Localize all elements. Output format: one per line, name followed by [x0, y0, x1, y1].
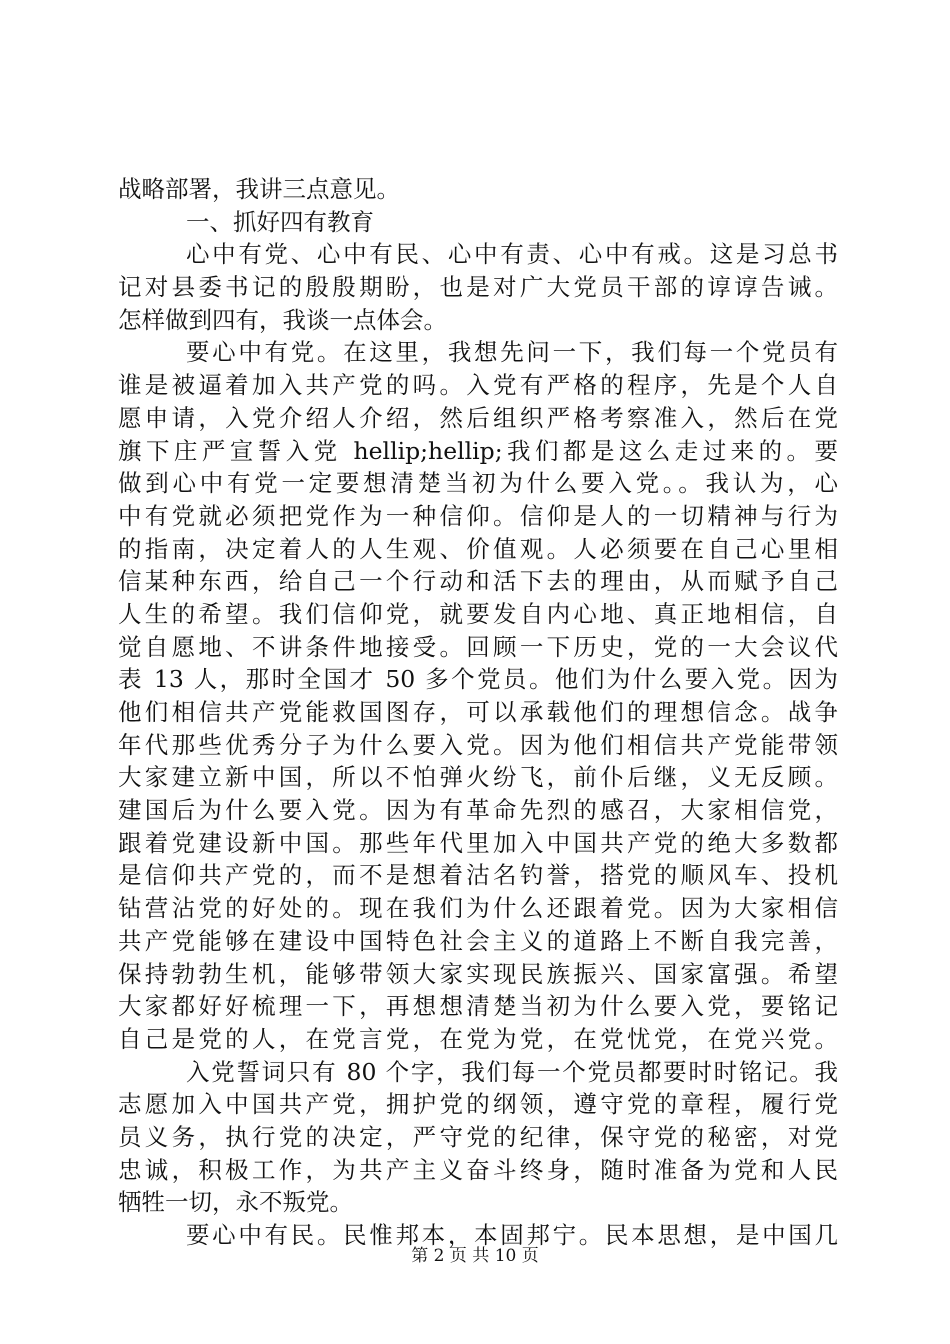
text-line: 钻营沾党的好处的。现在我们为什么还跟着党。因为大家相信 — [118, 894, 838, 923]
text-line: 要心中有民。民惟邦本，本固邦宁。民本思想，是中国几 — [186, 1221, 838, 1249]
text-line: 信某种东西，给自己一个行动和活下去的理由，从而赋予自己 — [118, 567, 838, 596]
text-line: 表 13 人，那时全国才 50 多个党员。他们为什么要入党。因为 — [118, 665, 838, 694]
text-line: 保持勃勃生机，能够带领大家实现民族振兴、国家富强。希望 — [118, 959, 838, 988]
text-line: 是信仰共产党的，而不是想着沽名钓誉，搭党的顺风车、投机 — [118, 861, 838, 890]
text-line: 做到心中有党一定要想清楚当初为什么要入党。。我认为，心 — [118, 469, 838, 498]
text-line: 自己是党的人，在党言党，在党为党，在党忧党，在党兴党。 — [118, 1024, 838, 1053]
text-line: 战略部署，我讲三点意见。 — [118, 175, 400, 203]
text-line: 志愿加入中国共产党，拥护党的纲领，遵守党的章程，履行党 — [118, 1090, 838, 1119]
text-line: 年代那些优秀分子为什么要入党。因为他们相信共产党能带领 — [118, 730, 838, 759]
text-line: 大家建立新中国，所以不怕弹火纷飞，前仆后继，义无反顾。 — [118, 763, 838, 792]
page-footer: 第 2 页 共 10 页 — [411, 1246, 539, 1266]
text-line: 觉自愿地、不讲条件地接受。回顾一下历史，党的一大会议代 — [118, 632, 838, 661]
text-line: 牺牲一切，永不叛党。 — [118, 1188, 353, 1217]
body-text — [118, 173, 838, 1252]
text-line: 跟着党建设新中国。那些年代里加入中国共产党的绝大多数都 — [118, 828, 838, 857]
text-line: 愿申请，入党介绍人介绍，然后组织严格考察准入，然后在党 — [118, 403, 838, 432]
text-line: 忠诚，积极工作，为共产主义奋斗终身，随时准备为党和人民 — [118, 1155, 838, 1184]
text-line: 他们相信共产党能救国图存，可以承载他们的理想信念。战争 — [118, 698, 838, 726]
text-line: 旗下庄严宣誓入党 hellip;hellip;我们都是这么走过来的。要 — [118, 436, 838, 465]
text-line: 人生的希望。我们信仰党，就要发自内心地、真正地相信，自 — [118, 599, 838, 628]
text-line: 记对县委书记的殷殷期盼，也是对广大党员干部的谆谆告诫。 — [118, 273, 838, 302]
text-line: 谁是被逼着加入共产党的吗。入党有严格的程序，先是个人自 — [118, 371, 838, 400]
text-line: 共产党能够在建设中国特色社会主义的道路上不断自我完善， — [118, 926, 838, 955]
text-line: 心中有党、心中有民、心中有责、心中有戒。这是习总书 — [186, 240, 838, 269]
text-line: 中有党就必须把党作为一种信仰。信仰是人的一切精神与行为 — [118, 501, 838, 530]
text-line: 的指南，决定着人的人生观、价值观。人必须要在自己心里相 — [118, 534, 838, 563]
text-line: 建国后为什么要入党。因为有革命先烈的感召，大家相信党， — [118, 796, 838, 825]
text-line: 入党誓词只有 80 个字，我们每一个党员都要时时铭记。我 — [186, 1057, 838, 1086]
text-line: 员义务，执行党的决定，严守党的纪律，保守党的秘密，对党 — [118, 1122, 838, 1151]
section-heading: 一、抓好四有教育 — [186, 207, 374, 236]
text-line: 大家都好好梳理一下，再想想清楚当初为什么要入党，要铭记 — [118, 992, 838, 1021]
text-line: 要心中有党。在这里，我想先问一下，我们每一个党员有 — [186, 338, 838, 367]
text-line: 怎样做到四有，我谈一点体会。 — [118, 305, 447, 334]
